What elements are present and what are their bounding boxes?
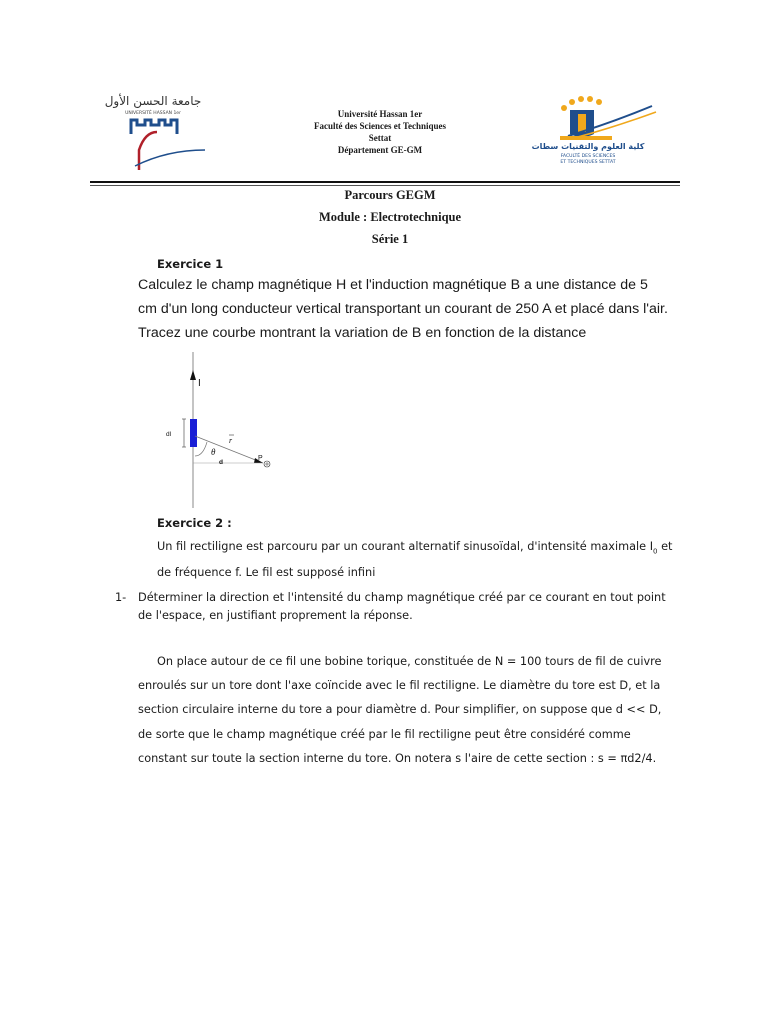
dl-segment — [190, 419, 197, 447]
faculty-name: Faculté des Sciences et Techniques — [314, 121, 446, 131]
exercise-2-title: Exercice 2 : — [157, 516, 232, 530]
city-name: Settat — [368, 133, 392, 143]
exercise-2-intro-line1-tail: et — [657, 540, 673, 553]
exercise-2-paragraph — [138, 650, 694, 771]
p-label: P — [258, 455, 263, 462]
r-label: r — [229, 436, 233, 445]
exercise-1-line: Tracez une courbe montrant la variation de B en fonction de la distance — [138, 325, 587, 341]
serie-title: Série 1 — [371, 232, 409, 246]
faculty-logo-latin-line1: FACULTÉ DES SCIENCES — [560, 154, 616, 159]
question-1-line1: Déterminer la direction et l'intensité du champ magnétique créé par ce courant en tout point — [138, 591, 666, 604]
paragraph-line: enroulés sur un tore dont l'axe coïncide avec le fil rectiligne. Le diamètre du tore est D, et la — [138, 679, 661, 693]
faculty-logo-latin-line2: ET TECHNIQUES SETTAT — [560, 160, 616, 165]
header-divider-thin — [90, 185, 680, 186]
faculty-logo — [531, 94, 660, 168]
exercise-2-intro — [157, 538, 697, 582]
exercise-2-intro-line1 — [157, 538, 697, 560]
paragraph-line: de sorte que le champ magnétique créé par le fil rectiligne peut être considéré comme — [138, 727, 631, 741]
faculty-logo-arabic-text: كلية العلوم والتقنيات سطات — [531, 142, 645, 151]
header-divider-thick — [90, 181, 680, 183]
exercise-1-title: Exercice 1 — [157, 257, 224, 271]
paragraph-line: section circulaire interne du tore a pour diamètre d. Pour simplifier, on suppose que d << D, — [138, 703, 662, 717]
exercise-1-statement — [138, 273, 690, 345]
university-logo — [95, 92, 210, 172]
paragraph-line: On place autour de ce fil une bobine torique, constituée de N = 100 tours de fil de cuivre — [157, 655, 662, 668]
module-title: Module : Electrotechnique — [318, 210, 462, 224]
exercise-1-line: cm d'un long conducteur vertical transportant un courant de 250 A et placé dans l'air. — [138, 301, 668, 317]
question-1-number: 1- — [115, 591, 127, 604]
exercise-1-line: Calculez le champ magnétique H et l'induction magnétique B a une distance de 5 — [138, 277, 648, 293]
question-1 — [138, 589, 698, 625]
conductor-figure — [155, 350, 290, 510]
university-logo-arabic-text: جامعة الحسن الأول — [104, 94, 202, 108]
exercise-2-intro-line1-text: Un fil rectiligne est parcouru par un courant alternatif sinusoïdal, d'intensité maximale I — [157, 540, 654, 553]
department-name: Département GE-GM — [337, 145, 423, 155]
institution-block — [270, 108, 490, 156]
d-label: d — [219, 459, 223, 466]
university-name: Université Hassan 1er — [337, 109, 423, 119]
current-label: I — [198, 378, 201, 389]
university-logo-latin-text: UNIVERSITÉ HASSAN 1er — [125, 111, 181, 116]
paragraph-line: constant sur toute la section interne du tore. On notera s l'aire de cette section : s = πd2/4. — [138, 751, 657, 765]
current-arrow — [190, 370, 196, 380]
i0-subscript: 0 — [653, 547, 658, 556]
exercise-2-intro-line2: de fréquence f. Le fil est supposé infini — [157, 566, 376, 580]
question-1-line2: de l'espace, en justifiant proprement la réponse. — [138, 609, 413, 622]
theta-label: θ — [211, 447, 216, 457]
parcours-title: Parcours GEGM — [344, 188, 436, 202]
dl-label: dl — [166, 431, 172, 438]
